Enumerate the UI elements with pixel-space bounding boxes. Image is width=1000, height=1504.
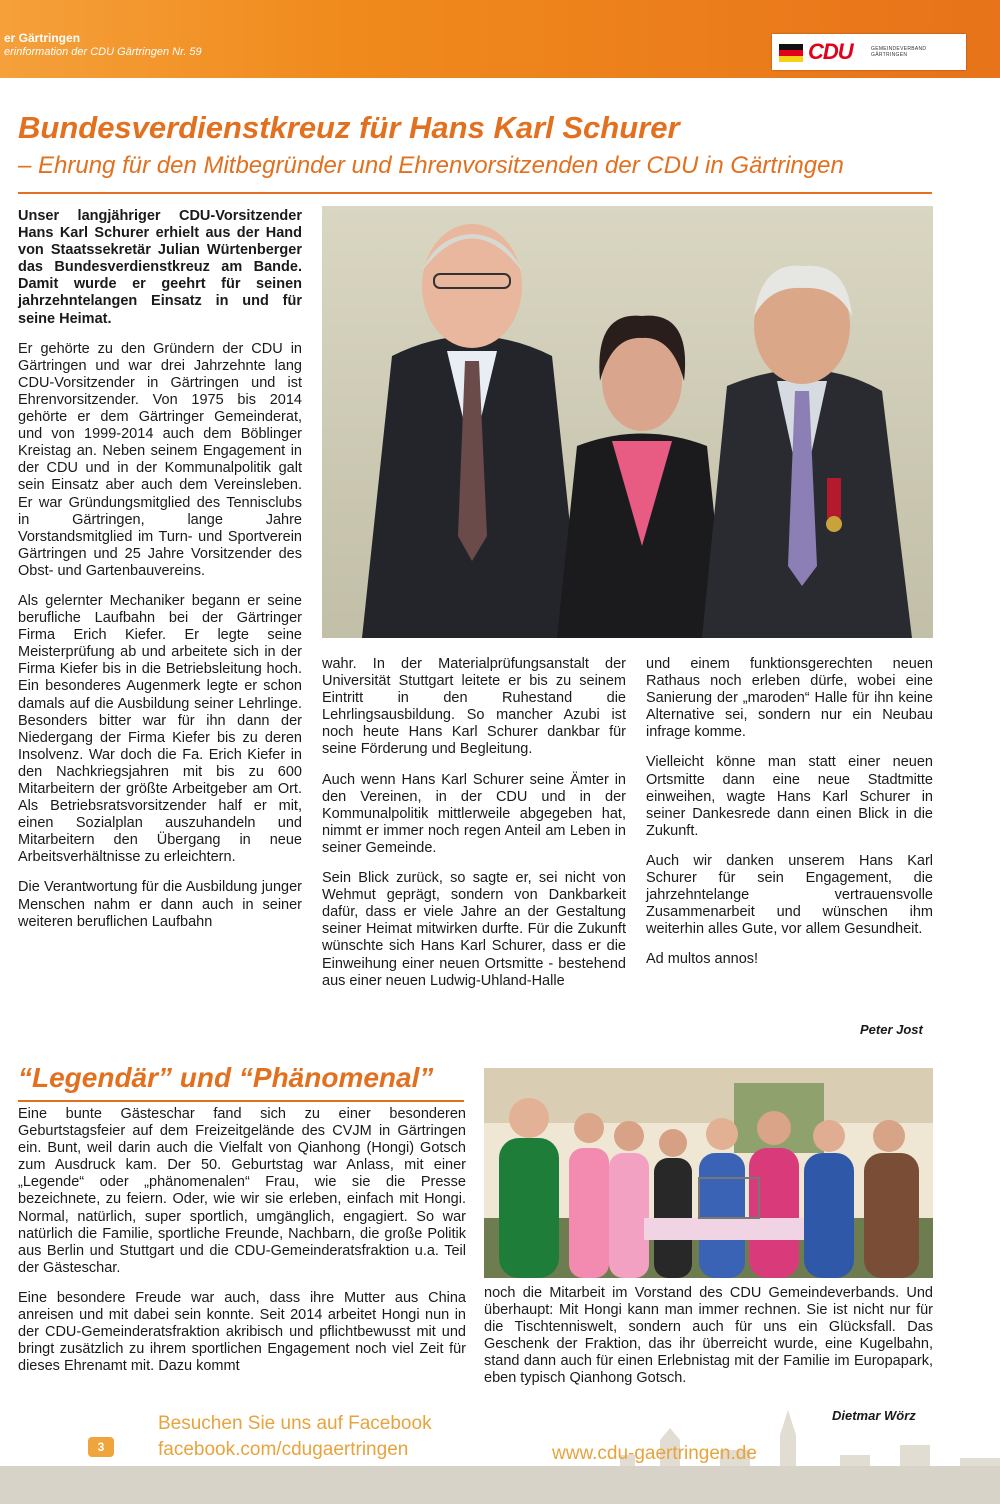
article-column-3 <box>646 656 933 982</box>
article2-column-2 <box>484 1285 933 1401</box>
article-paragraph: Er gehörte zu den Gründern der CDU in Gärtringen und war drei Jahrzehnte lang CDU-Vorsitzender in Gärtringen und ist Ehrenvorsitzender. Von 1975 bis 2014 gehörte er dem Gärtringer Gemeinderat, und von 1999-2014 auch dem Böblinger Kreistag an. Neben seinem Engagement in der CDU und in der Kommunalpolitik galt sein Einsatz aber auch dem Vereinsleben. Er war Gründungsmitglied des Tennisclubs in Gärtringen, lange Jahre Vorstandsmitglied im Turn- und Sportverein Gärtringen und 25 Jahre Vorsitzender des Obst- und Gartenbauvereins. <box>18 340 302 579</box>
article-paragraph: Eine besondere Freude war auch, dass ihre Mutter aus China anreisen und mit dabei sein konnte. Seit 2014 arbeitet Hongi nun in der CDU-Gemeinderatsfraktion akribisch und pflichtbewusst mit und bringt zusätzlich zu ihrem sportlichen Engagement noch viel Zeit für dieses Ehrenamt mit. Dazu kommt <box>18 1289 466 1375</box>
article-paragraph: wahr. In der Materialprüfungsanstalt der Universität Stuttgart leitete er bis zu seinem Eintritt in den Ruhestand die Lehrlingsausbildung. So mancher Azubi ist noch heute Hans Karl Schurer dankbar für seine Förderung und Begleitung. <box>322 656 626 758</box>
article-subheadline: – Ehrung für den Mitbegründer und Ehrenvorsitzenden der CDU in Gärtringen <box>18 152 844 179</box>
logo-wordmark: CDU <box>808 39 853 64</box>
facebook-link[interactable]: facebook.com/cdugaertringen <box>158 1439 409 1460</box>
page-number: 3 <box>88 1437 114 1457</box>
article-headline: Bundesverdienstkreuz für Hans Karl Schurer <box>18 110 680 145</box>
logo-subtitle: GEMEINDEVERBAND GÄRTRINGEN <box>871 46 927 58</box>
headline-divider <box>18 192 932 194</box>
article-paragraph: Auch wenn Hans Karl Schurer seine Ämter in den Vereinen, in der CDU und in der Kommunalpolitik mittlerweile abgegeben hat, nimmt er immer noch regen Anteil am Leben in seiner Gemeinde. <box>322 771 626 856</box>
award-ceremony-photo <box>322 206 933 638</box>
article2-column-1 <box>18 1106 466 1388</box>
article-paragraph: noch die Mitarbeit im Vorstand des CDU Gemeindeverbands. Und überhaupt: Mit Hongi kann man immer rechnen. Sie ist nicht nur für die Tischtenniswelt, sondern auch für uns ein Glücksfall. Das Geschenk der Fraktion, das ihr überreicht wurde, eine Kugelbahn, stand dann auch für einen Erlebnistag mit der Familie im Europapark, eben typisch Qianhong Gotsch. <box>484 1285 933 1387</box>
article-column-1 <box>18 208 302 944</box>
footer-band <box>0 1466 1000 1504</box>
article-paragraph: Ad multos annos! <box>646 951 759 968</box>
header-band <box>0 0 1000 78</box>
website-link[interactable]: www.cdu-gaertringen.de <box>552 1443 757 1464</box>
article-paragraph: Die Verantwortung für die Ausbildung junger Menschen nahm er dann auch in seiner weiteren beruflichen Laufbahn <box>18 879 302 930</box>
article2-headline: “Legendär” und “Phänomenal” <box>18 1062 434 1093</box>
article-paragraph: Eine bunte Gästeschar fand sich zu einer besonderen Geburtstagsfeier auf dem Freizeitgelände des CVJM in Gärtringen ein. Bunt, weil darin auch die Vielfalt von Qianhong (Hongi) Gotsch zum Ausdruck kam. Der 50. Geburtstag war Anlass, mit einer „Legende“ oder „phänomenalen“ Frau, wie sie die Presse bezeichnete, zu feiern. Oder, wie wir sie erleben, einfach mit Hongi. Normal, natürlich, super sportlich, umgänglich, engagiert. So war natürlich die Familie, sportliche Freunde, Nachbarn, die große Politik aus Berlin und Stuttgart und die CDU-Gemeinderatsfraktion u.a. Teil der Gästeschar. <box>18 1106 466 1276</box>
facebook-promo-text: Besuchen Sie uns auf Facebook <box>158 1413 432 1434</box>
article-lead: Unser langjähriger CDU-Vorsitzender Hans Karl Schurer erhielt aus der Hand von Staatssekretär Julian Würtenberger das Bundesverdienstkreuz am Bande. Damit wurde er geehrt für seinen jahrzehntelangen Einsatz in und für seine Heimat. <box>18 208 302 327</box>
article2-author: Dietmar Wörz <box>832 1408 916 1423</box>
flag-icon <box>779 44 803 62</box>
article-paragraph: Als gelernter Mechaniker begann er seine berufliche Laufbahn bei der Gärtringer Firma Erich Kiefer. Er legte seine Meisterprüfung ab und arbeitete sich in der Firma Kiefer bis in die Betriebsleitung hoch. Ein besonderes Augenmerk legte er schon damals auf die Ausbildung seiner Lehrlinge. Besonders bitter war für ihn dann der Niedergang der Firma Kiefer bis zu deren Insolvenz. War doch die Fa. Erich Kiefer in den Nachkriegsjahren mit bis zu 600 Mitarbeitern der größte Arbeitgeber am Ort. Als Betriebsratsvorsitzender half er mit, einen Sozialplan auszuhandeln und Mitarbeitern den Übergang in neue Arbeitsverhältnisse zu erleichtern. <box>18 592 302 866</box>
header-issue-info: erinformation der CDU Gärtringen Nr. 59 <box>4 46 202 58</box>
article-paragraph: Auch wir danken unserem Hans Karl Schurer für sein Engagement, die jahrzehntelange vertrauensvolle Zusammenarbeit und wünschen ihm weiterhin alles Gute, vor allem Gesundheit. <box>646 852 933 938</box>
article-paragraph: Vielleicht könne man statt einer neuen Ortsmitte dann eine neue Stadtmitte einweihen, wagte Hans Karl Schurer in seiner Dankesrede dann einen Blick in die Zukunft. <box>646 754 933 839</box>
birthday-party-photo <box>484 1068 933 1278</box>
headline-divider <box>18 1100 464 1102</box>
article-paragraph: und einem funktionsgerechten neuen Rathaus noch erleben dürfe, wobei eine Sanierung der „maroden“ Halle für ihn keine Alternative sei, sondern nur ein Neubau infrage komme. <box>646 656 933 741</box>
article-paragraph: Sein Blick zurück, so sagte er, sei nicht von Wehmut geprägt, sondern von Dankbarkeit dafür, dass er viele Jahre an der Gestaltung seiner Heimat mitwirken durfte. Für die Zukunft wünschte sich Hans Karl Schurer, dass er die Einweihung einer neuen Ortsmitte - bestehend aus einer neuen Ludwig-Uhland-Halle <box>322 870 626 989</box>
cdu-logo <box>772 34 966 70</box>
article-author: Peter Jost <box>860 1022 923 1037</box>
article-column-2 <box>322 656 626 1003</box>
header-publication-title: er Gärtringen <box>4 31 81 45</box>
